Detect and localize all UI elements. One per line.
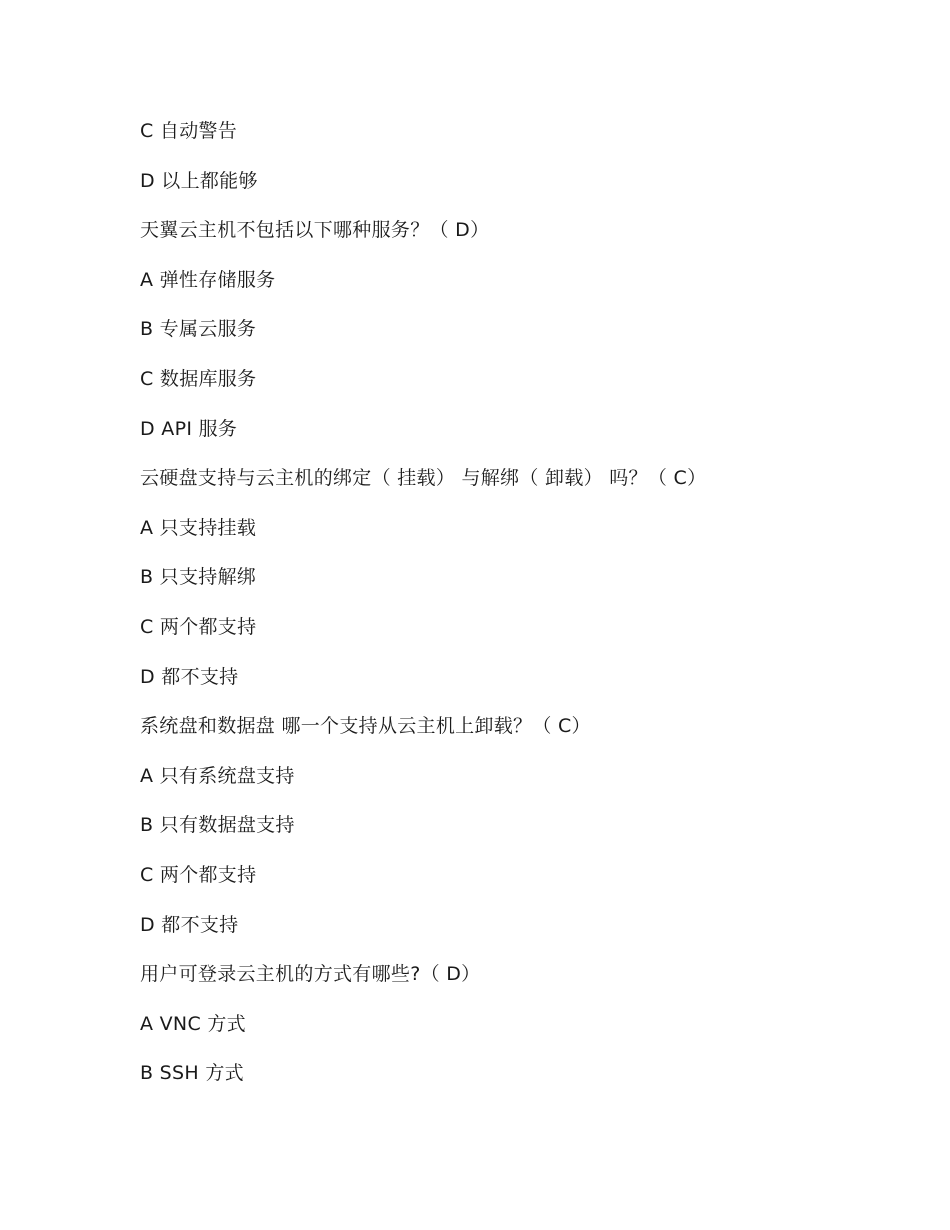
option-line: A 只有系统盘支持 (140, 764, 295, 787)
question-line: 云硬盘支持与云主机的绑定（ 挂载） 与解绑（ 卸载） 吗？（ C） (140, 467, 707, 490)
option-line: B 专属云服务 (140, 318, 257, 341)
option-line: A 只支持挂载 (140, 516, 257, 539)
option-line: C 两个都支持 (140, 863, 257, 886)
option-line: C 数据库服务 (140, 367, 257, 390)
option-line: D 都不支持 (140, 913, 239, 936)
option-line: C 两个都支持 (140, 615, 257, 638)
option-line: C 自动警告 (140, 120, 238, 142)
question-line: 天翼云主机不包括以下哪种服务？（ D） (140, 219, 490, 242)
question-line: 用户可登录云主机的方式有哪些?（ D） (140, 963, 481, 986)
option-line: A 弹性存储服务 (140, 268, 276, 291)
option-line: B 只支持解绑 (140, 566, 257, 589)
option-line: A VNC 方式 (140, 1012, 246, 1035)
option-line: B SSH 方式 (140, 1062, 244, 1085)
question-line: 系统盘和数据盘 哪一个支持从云主机上卸载？（ C） (140, 715, 591, 738)
option-line: D 以上都能够 (140, 169, 258, 192)
option-line: D API 服务 (140, 417, 238, 440)
option-line: D 都不支持 (140, 665, 239, 688)
document-body (140, 117, 880, 1109)
option-line: B 只有数据盘支持 (140, 814, 295, 837)
